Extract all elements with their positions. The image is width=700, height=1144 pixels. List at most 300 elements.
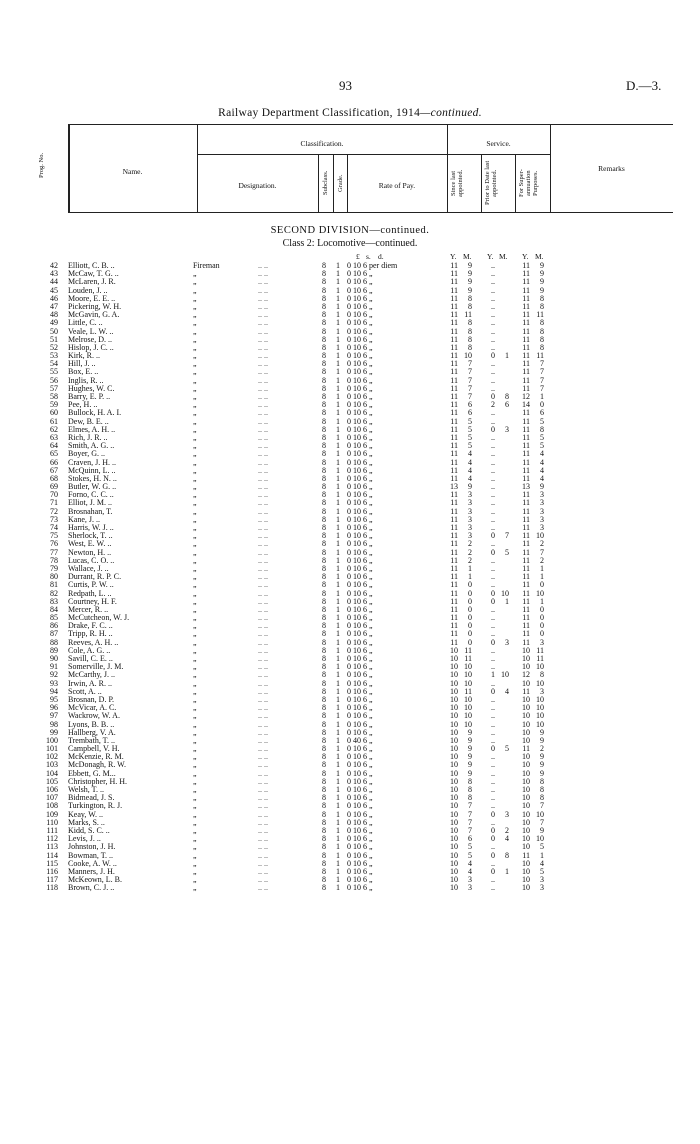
since-last-years: 10: [450, 801, 458, 811]
since-last-months: 10: [464, 711, 472, 721]
since-last-months: 4: [468, 866, 472, 876]
since-last-years: 11: [450, 506, 458, 516]
designation: „: [193, 457, 197, 467]
designation: „: [193, 613, 197, 623]
since-last-years: 11: [450, 539, 458, 549]
employee-name: McCaw, T. G. ..: [68, 269, 119, 279]
employee-name: Johnston, J. H.: [68, 842, 116, 852]
prog-no: 46: [50, 293, 58, 303]
grade: 1: [336, 261, 340, 270]
grade: 1: [336, 482, 340, 492]
since-last-months: 5: [468, 416, 472, 426]
designation: „: [193, 555, 197, 565]
prior-years: 0: [491, 866, 495, 876]
employee-name: Manners, J. H.: [68, 866, 115, 876]
grade: 1: [336, 735, 340, 745]
prior-years: ..: [491, 735, 495, 745]
prior-years: ..: [491, 514, 495, 524]
designation: „: [193, 768, 197, 778]
employee-name: Brosnahan, T.: [68, 506, 113, 516]
employee-name: Durrant, R. P. C.: [68, 572, 122, 582]
superannuation-months: 2: [540, 555, 544, 565]
since-last-years: 10: [450, 760, 458, 770]
title-suffix: —continued.: [420, 107, 482, 119]
subclass: 8: [322, 416, 326, 426]
employee-name: Boyer, G. ..: [68, 449, 106, 459]
header-classification: Classification.: [300, 139, 344, 148]
prior-years: ..: [491, 441, 495, 451]
superannuation-months: 5: [540, 416, 544, 426]
subclass: 8: [322, 613, 326, 623]
prog-no: 112: [46, 834, 58, 844]
division-title: SECOND DIVISION—continued.: [270, 225, 430, 236]
grade: 1: [336, 637, 340, 647]
employee-name: Kidd, S. C. ..: [68, 825, 110, 835]
grade: 1: [336, 776, 340, 786]
prog-no: 68: [50, 473, 58, 483]
subclass: 8: [322, 645, 326, 655]
subclass: 8: [322, 588, 326, 598]
prog-no: 97: [50, 711, 58, 721]
since-last-months: 6: [468, 400, 472, 410]
prior-years: ..: [491, 334, 495, 344]
prior-years: ..: [491, 703, 495, 713]
grade: 1: [336, 514, 340, 524]
leader-dots: .. ..: [258, 776, 268, 786]
since-last-years: 11: [450, 318, 458, 328]
since-last-months: 9: [468, 752, 472, 762]
leader-dots: .. ..: [258, 850, 268, 860]
since-last-years: 11: [450, 277, 458, 287]
subclass: 8: [322, 883, 326, 893]
since-last-months: 7: [468, 383, 472, 393]
employee-name: Scott, A. ..: [68, 686, 102, 696]
rate-of-pay: 0 10 6 „: [347, 482, 373, 492]
since-last-months: 10: [464, 351, 472, 361]
since-last-months: 10: [464, 703, 472, 713]
superannuation-months: 8: [540, 424, 544, 434]
designation: „: [193, 596, 197, 606]
designation: „: [193, 482, 197, 492]
prior-years: ..: [491, 375, 495, 385]
employee-name: Rich, J. R. ..: [68, 432, 108, 442]
designation: „: [193, 686, 197, 696]
superannuation-years: 11: [522, 310, 530, 320]
subclass: 8: [322, 719, 326, 729]
employee-name: Hughes, W. C.: [68, 383, 115, 393]
grade: 1: [336, 793, 340, 803]
rate-of-pay: 0 10 6 „: [347, 744, 373, 754]
prog-no: 91: [50, 662, 58, 672]
rate-of-pay: 0 10 6 „: [347, 441, 373, 451]
leader-dots: .. ..: [258, 842, 268, 852]
since-last-years: 10: [450, 776, 458, 786]
superannuation-months: 3: [540, 686, 544, 696]
employee-name: Irwin, A. R. ..: [68, 678, 112, 688]
prior-months: 8: [505, 392, 509, 401]
since-last-years: 11: [450, 531, 458, 541]
superannuation-years: 10: [522, 883, 530, 893]
subclass: 8: [322, 351, 326, 361]
since-last-months: 3: [468, 498, 472, 508]
superannuation-years: 11: [522, 408, 530, 418]
since-last-months: 5: [468, 432, 472, 442]
prior-years: ..: [491, 506, 495, 516]
subclass: 8: [322, 277, 326, 287]
since-last-years: 11: [450, 596, 458, 606]
leader-dots: .. ..: [258, 351, 268, 361]
superannuation-years: 10: [522, 834, 530, 844]
designation: Fireman: [193, 261, 220, 270]
employee-name: McVicar, A. C.: [68, 703, 117, 713]
subclass: 8: [322, 572, 326, 582]
since-last-years: 11: [450, 465, 458, 475]
since-last-months: 1: [468, 572, 472, 582]
leader-dots: .. ..: [258, 670, 268, 680]
designation: „: [193, 432, 197, 442]
since-last-months: 0: [468, 580, 472, 590]
rate-of-pay: 0 10 6 „: [347, 834, 373, 844]
rate-of-pay: 0 10 6 „: [347, 760, 373, 770]
prior-months: 3: [505, 637, 509, 647]
prog-no: 55: [50, 367, 58, 377]
superannuation-years: 11: [522, 375, 530, 385]
since-last-months: 9: [468, 269, 472, 279]
rate-of-pay: 0 10 6 „: [347, 326, 373, 336]
rate-of-pay: 0 10 6 „: [347, 719, 373, 729]
grade: 1: [336, 269, 340, 279]
leader-dots: .. ..: [258, 531, 268, 541]
prior-years: 0: [491, 596, 495, 606]
leader-dots: .. ..: [258, 801, 268, 811]
leader-dots: .. ..: [258, 539, 268, 549]
superannuation-years: 11: [522, 531, 530, 541]
superannuation-years: 11: [522, 473, 530, 483]
superannuation-years: 10: [522, 694, 530, 704]
subclass: 8: [322, 506, 326, 516]
designation: „: [193, 588, 197, 598]
since-last-months: 11: [464, 645, 472, 655]
since-last-years: 11: [450, 490, 458, 500]
prog-no: 116: [46, 866, 58, 876]
subclass: 8: [322, 858, 326, 868]
leader-dots: .. ..: [258, 596, 268, 606]
designation: „: [193, 498, 197, 508]
grade: 1: [336, 310, 340, 320]
superannuation-months: 9: [540, 735, 544, 745]
designation: „: [193, 793, 197, 803]
rate-of-pay: 0 10 6 „: [347, 424, 373, 434]
superannuation-years: 11: [522, 604, 530, 614]
employee-name: Wackrow, W. A.: [68, 711, 120, 721]
prior-years: ..: [491, 760, 495, 770]
since-last-months: 10: [464, 678, 472, 688]
rate-of-pay: 0 10 6 „: [347, 596, 373, 606]
grade: 1: [336, 416, 340, 426]
superannuation-years: 10: [522, 727, 530, 737]
since-last-years: 10: [450, 711, 458, 721]
rate-of-pay: 0 10 6 „: [347, 727, 373, 737]
leader-dots: .. ..: [258, 637, 268, 647]
superannuation-months: 6: [540, 408, 544, 418]
grade: 1: [336, 383, 340, 393]
prior-years: 0: [491, 809, 495, 819]
designation: „: [193, 465, 197, 475]
superannuation-years: 10: [522, 809, 530, 819]
rate-of-pay: 0 10 6 „: [347, 301, 373, 311]
subclass: 8: [322, 441, 326, 451]
since-last-months: 2: [468, 555, 472, 565]
subclass: 8: [322, 711, 326, 721]
leader-dots: .. ..: [258, 662, 268, 672]
superannuation-years: 11: [522, 621, 530, 631]
prog-no: 77: [50, 547, 58, 557]
since-last-months: 3: [468, 875, 472, 885]
rate-of-pay: 0 10 6 „: [347, 768, 373, 778]
leader-dots: .. ..: [258, 727, 268, 737]
grade: 1: [336, 359, 340, 369]
designation: „: [193, 269, 197, 279]
since-last-months: 0: [468, 604, 472, 614]
grade: 1: [336, 334, 340, 344]
header-service: Service.: [486, 139, 511, 148]
superannuation-years: 11: [522, 285, 530, 295]
superannuation-months: 2: [540, 744, 544, 754]
rate-of-pay: 0 10 6 „: [347, 678, 373, 688]
leader-dots: .. ..: [258, 834, 268, 844]
superannuation-years: 10: [522, 752, 530, 762]
designation: „: [193, 490, 197, 500]
rate-of-pay: 0 10 6 „: [347, 531, 373, 541]
grade: 1: [336, 645, 340, 655]
designation: „: [193, 711, 197, 721]
designation: „: [193, 547, 197, 557]
grade: 1: [336, 490, 340, 500]
superannuation-years: 11: [522, 334, 530, 344]
superannuation-months: 3: [540, 490, 544, 500]
grade: 1: [336, 547, 340, 557]
subclass: 8: [322, 293, 326, 303]
grade: 1: [336, 875, 340, 885]
superannuation-months: 9: [540, 261, 544, 270]
grade: 1: [336, 523, 340, 532]
designation: „: [193, 342, 197, 352]
superannuation-months: 8: [540, 670, 544, 680]
rate-of-pay: 0 10 6 „: [347, 613, 373, 623]
rate-of-pay: 0 10 6 „: [347, 580, 373, 590]
superannuation-months: 10: [536, 809, 544, 819]
since-last-years: 11: [450, 342, 458, 352]
grade: 1: [336, 834, 340, 844]
since-last-months: 8: [468, 342, 472, 352]
subclass: 8: [322, 694, 326, 704]
rate-of-pay: 0 10 6 „: [347, 572, 373, 582]
since-last-months: 8: [468, 793, 472, 803]
superannuation-months: 10: [536, 703, 544, 713]
page-title: [0, 107, 700, 119]
designation: „: [193, 850, 197, 860]
prior-years: ..: [491, 613, 495, 623]
grade: 1: [336, 703, 340, 713]
prior-months: 5: [505, 547, 509, 557]
grade: 1: [336, 449, 340, 459]
since-last-years: 11: [450, 367, 458, 377]
rate-of-pay: 0 10 6 „: [347, 686, 373, 696]
since-last-years: 10: [450, 727, 458, 737]
superannuation-months: 9: [540, 825, 544, 835]
since-last-years: 11: [450, 424, 458, 434]
prior-years: ..: [491, 555, 495, 565]
grade: 1: [336, 465, 340, 475]
rate-of-pay: 0 10 6 „: [347, 817, 373, 827]
grade: 1: [336, 580, 340, 590]
prior-years: 0: [491, 637, 495, 647]
prior-years: 0: [491, 531, 495, 541]
superannuation-months: 7: [540, 383, 544, 393]
superannuation-years: 11: [522, 490, 530, 500]
grade: 1: [336, 432, 340, 442]
since-last-years: 13: [450, 482, 458, 492]
superannuation-years: 11: [522, 351, 530, 361]
designation: „: [193, 293, 197, 303]
since-last-years: 11: [450, 269, 458, 279]
prior-months: 3: [505, 809, 509, 819]
since-last-years: 10: [450, 694, 458, 704]
subclass: 8: [322, 465, 326, 475]
superannuation-months: 8: [540, 301, 544, 311]
subclass: 8: [322, 432, 326, 442]
leader-dots: .. ..: [258, 809, 268, 819]
superannuation-months: 9: [540, 277, 544, 287]
rate-of-pay: 0 10 6 „: [347, 514, 373, 524]
subclass: 8: [322, 825, 326, 835]
employee-name: Box, E. ..: [68, 367, 99, 377]
subclass: 8: [322, 514, 326, 524]
leader-dots: .. ..: [258, 277, 268, 287]
subclass: 8: [322, 457, 326, 467]
employee-name: Pickering, W. H.: [68, 301, 122, 311]
header-bottom-rule: [68, 212, 673, 213]
since-last-months: 11: [464, 310, 472, 320]
prior-years: ..: [491, 793, 495, 803]
prog-no: 63: [50, 432, 58, 442]
superannuation-years: 11: [522, 465, 530, 475]
employee-name: Bullock, H. A. I.: [68, 408, 122, 418]
superannuation-months: 11: [536, 310, 544, 320]
prog-no: 98: [50, 719, 58, 729]
prior-years: ..: [491, 768, 495, 778]
leader-dots: .. ..: [258, 301, 268, 311]
since-last-years: 10: [450, 825, 458, 835]
grade: 1: [336, 825, 340, 835]
subclass: 8: [322, 596, 326, 606]
prior-years: ..: [491, 694, 495, 704]
employee-name: Dew, B. E. ..: [68, 416, 109, 426]
employee-name: Cole, A. G. ..: [68, 645, 111, 655]
leader-dots: .. ..: [258, 793, 268, 803]
designation: „: [193, 834, 197, 844]
subclass: 8: [322, 735, 326, 745]
subclass: 8: [322, 809, 326, 819]
grade: 1: [336, 506, 340, 516]
prog-no: 117: [46, 875, 58, 885]
leader-dots: .. ..: [258, 514, 268, 524]
prior-years: ..: [491, 498, 495, 508]
prog-no: 42: [50, 261, 58, 270]
grade: 1: [336, 842, 340, 852]
subclass: 8: [322, 760, 326, 770]
superannuation-months: 3: [540, 514, 544, 524]
superannuation-years: 12: [522, 392, 530, 401]
grade: 1: [336, 572, 340, 582]
prog-no: 62: [50, 424, 58, 434]
since-last-years: 11: [450, 449, 458, 459]
employee-name: McLaren, J. R.: [68, 277, 116, 287]
unit-pounds: £: [356, 252, 360, 261]
leader-dots: .. ..: [258, 817, 268, 827]
subclass: 8: [322, 383, 326, 393]
unit-years-2: Y.: [487, 252, 494, 261]
prior-years: ..: [491, 752, 495, 762]
grade: 1: [336, 367, 340, 377]
employee-name: Pee, H. ..: [68, 400, 98, 410]
superannuation-months: 3: [540, 506, 544, 516]
superannuation-months: 9: [540, 727, 544, 737]
rate-of-pay: 0 10 6 „: [347, 850, 373, 860]
leader-dots: .. ..: [258, 883, 268, 893]
prog-no: 88: [50, 637, 58, 647]
rate-of-pay: 0 10 6 „: [347, 383, 373, 393]
employee-name: Hill, J. ..: [68, 359, 96, 369]
leader-dots: .. ..: [258, 310, 268, 320]
prog-no: 118: [46, 883, 58, 893]
col-sep-designation: [318, 154, 319, 212]
leader-dots: .. ..: [258, 703, 268, 713]
prog-no: 82: [50, 588, 58, 598]
designation: „: [193, 301, 197, 311]
col-sep-prior: [515, 154, 516, 212]
prior-years: ..: [491, 580, 495, 590]
rate-of-pay: 0 10 6 „: [347, 875, 373, 885]
prog-no: 84: [50, 604, 58, 614]
superannuation-months: 4: [540, 465, 544, 475]
prog-no: 105: [46, 776, 58, 786]
superannuation-months: 10: [536, 719, 544, 729]
employee-name: Kirk, R. ..: [68, 351, 100, 361]
designation: „: [193, 694, 197, 704]
rate-of-pay: 0 40 6 „: [347, 735, 373, 745]
superannuation-months: 10: [536, 588, 544, 598]
superannuation-months: 1: [540, 563, 544, 573]
prog-no: 101: [46, 744, 58, 754]
rate-of-pay: 0 10 6 „: [347, 375, 373, 385]
designation: „: [193, 825, 197, 835]
employee-name: McCarthy, J. ..: [68, 670, 116, 680]
since-last-months: 0: [468, 596, 472, 606]
grade: 1: [336, 400, 340, 410]
superannuation-months: 5: [540, 842, 544, 852]
subclass: 8: [322, 523, 326, 532]
superannuation-months: 10: [536, 834, 544, 844]
since-last-months: 8: [468, 318, 472, 328]
prior-months: 1: [505, 866, 509, 876]
prior-years: ..: [491, 318, 495, 328]
since-last-years: 11: [450, 301, 458, 311]
rate-of-pay: 0 10 6 „: [347, 547, 373, 557]
prog-no: 64: [50, 441, 58, 451]
superannuation-years: 11: [522, 555, 530, 565]
leader-dots: .. ..: [258, 629, 268, 639]
